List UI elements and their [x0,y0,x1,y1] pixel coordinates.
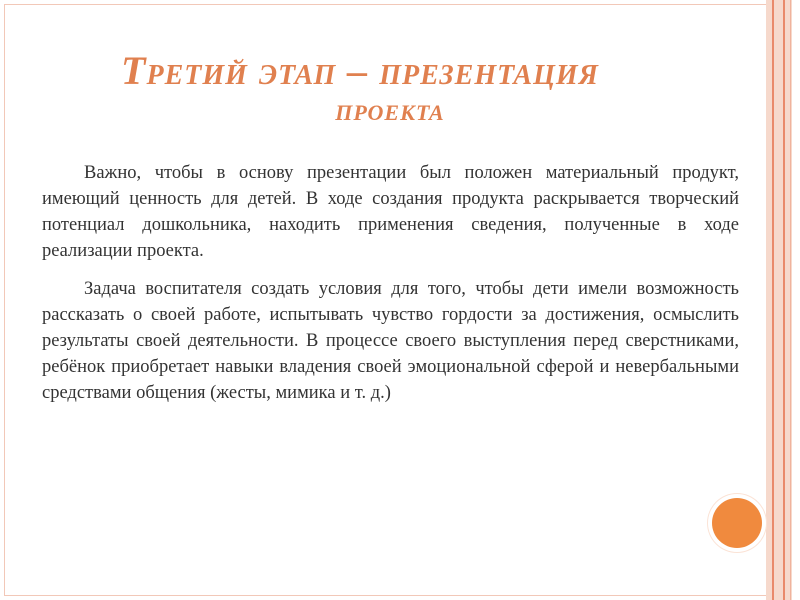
body-paragraph-2: Задача воспитателя создать условия для того, чтобы дети имели возможность рассказать о своей работе, испытывать чувство гордости за достижения, осмыслить результаты своей деятельности. В процессе своего выступления перед сверстниками, ребёнок приобретает навыки владения своей эмоциональной сферой и невербальными средствами общения (жесты, мимика и т. д.) [42,279,739,403]
slide-title-line-1: Третий этап – презентация [121,48,599,93]
frame-left-line [4,4,5,596]
body-paragraph-1: Важно, чтобы в основу презентации был положен материальный продукт, имеющий ценность для детей. В ходе создания продукта раскрывается творческий потенциал дошкольника, находить применения сведения, полученные в ходе реализации проекта. [42,163,739,261]
frame-bottom-line [4,595,766,596]
right-decorative-band [766,0,792,600]
decorative-orange-circle [712,498,762,548]
right-decorative-line-b [783,0,785,600]
slide-title-line-2: проекта [335,91,445,127]
slide-title [80,50,700,130]
frame-top-line [4,4,766,5]
right-decorative-line-c [790,0,791,600]
right-decorative-line-a [772,0,774,600]
slide-body [42,160,739,418]
